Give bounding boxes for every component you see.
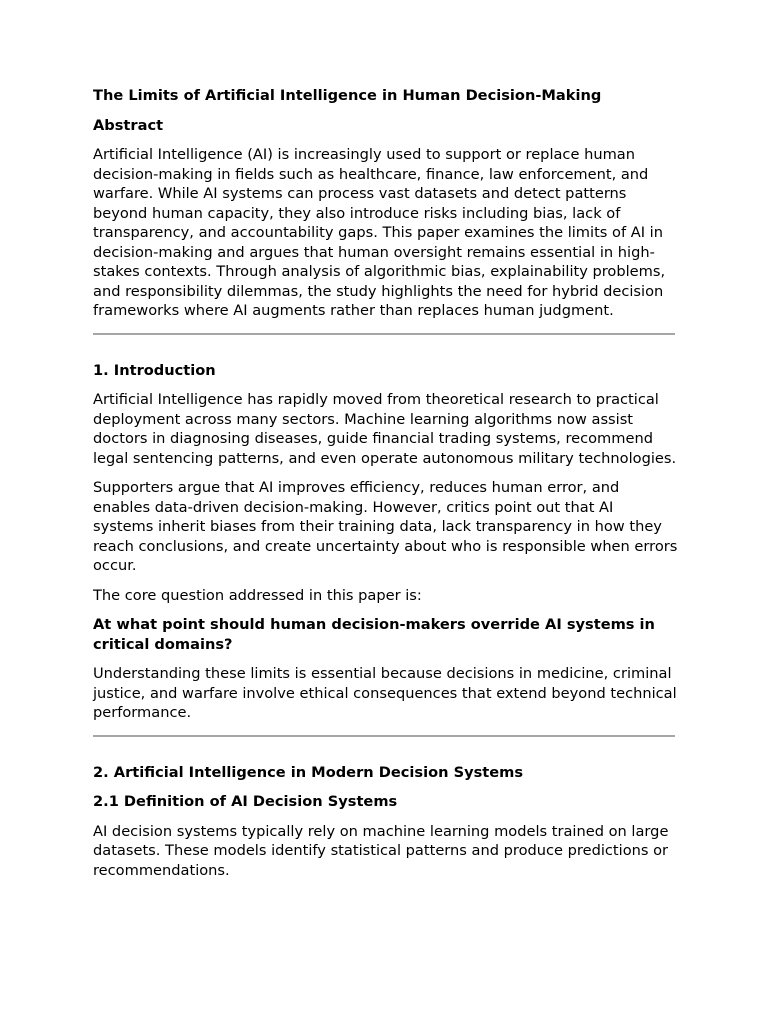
section-2-1-paragraph: AI decision systems typically rely on machine learning models trained on large datasets. These models identify statistical patterns and produce predictions or recommendations. (93, 822, 669, 879)
introduction-paragraph-2: Supporters argue that AI improves efficiency, reduces human error, and enables data-driven decision-making. However, critics point out that AI systems inherit biases from their training data, lack transparency in how they reach conclusions, and create uncertainty about who is responsible when errors occur. (93, 479, 678, 574)
section-2-1-subheading: 2.1 Definition of AI Decision Systems (93, 793, 398, 810)
section-divider (93, 333, 675, 335)
introduction-heading: 1. Introduction (93, 361, 216, 379)
section-2-heading: 2. Artificial Intelligence in Modern Decision Systems (93, 763, 524, 781)
section-divider (93, 735, 675, 737)
core-question: At what point should human decision-makers override AI systems in critical domains? (93, 616, 655, 653)
abstract-heading: Abstract (93, 116, 164, 134)
abstract-text: Artificial Intelligence (AI) is increasingly used to support or replace human decision-making in fields such as healthcare, finance, law enforcement, and warfare. While AI systems can process vast datasets and detect patterns beyond human capacity, they also introduce risks including bias, lack of transparency, and accountability gaps. This paper examines the limits of AI in decision-making and argues that human oversight remains essential in high-stakes contexts. Through analysis of algorithmic bias, explainability problems, and responsibility dilemmas, the study highlights the need for hybrid decision frameworks where AI augments rather than replaces human judgment. (93, 146, 666, 319)
document-page (93, 86, 678, 880)
introduction-paragraph-1: Artificial Intelligence has rapidly moved from theoretical research to practical deployment across many sectors. Machine learning algorithms now assist doctors in diagnosing diseases, guide financial trading systems, recommend legal sentencing patterns, and even operate autonomous military technologies. (93, 391, 677, 467)
document-title: The Limits of Artificial Intelligence in Human Decision-Making (93, 87, 602, 104)
introduction-paragraph-3: The core question addressed in this paper is: (93, 586, 422, 604)
introduction-paragraph-4: Understanding these limits is essential because decisions in medicine, criminal justice, and warfare involve ethical consequences that extend beyond technical performance. (93, 665, 677, 721)
